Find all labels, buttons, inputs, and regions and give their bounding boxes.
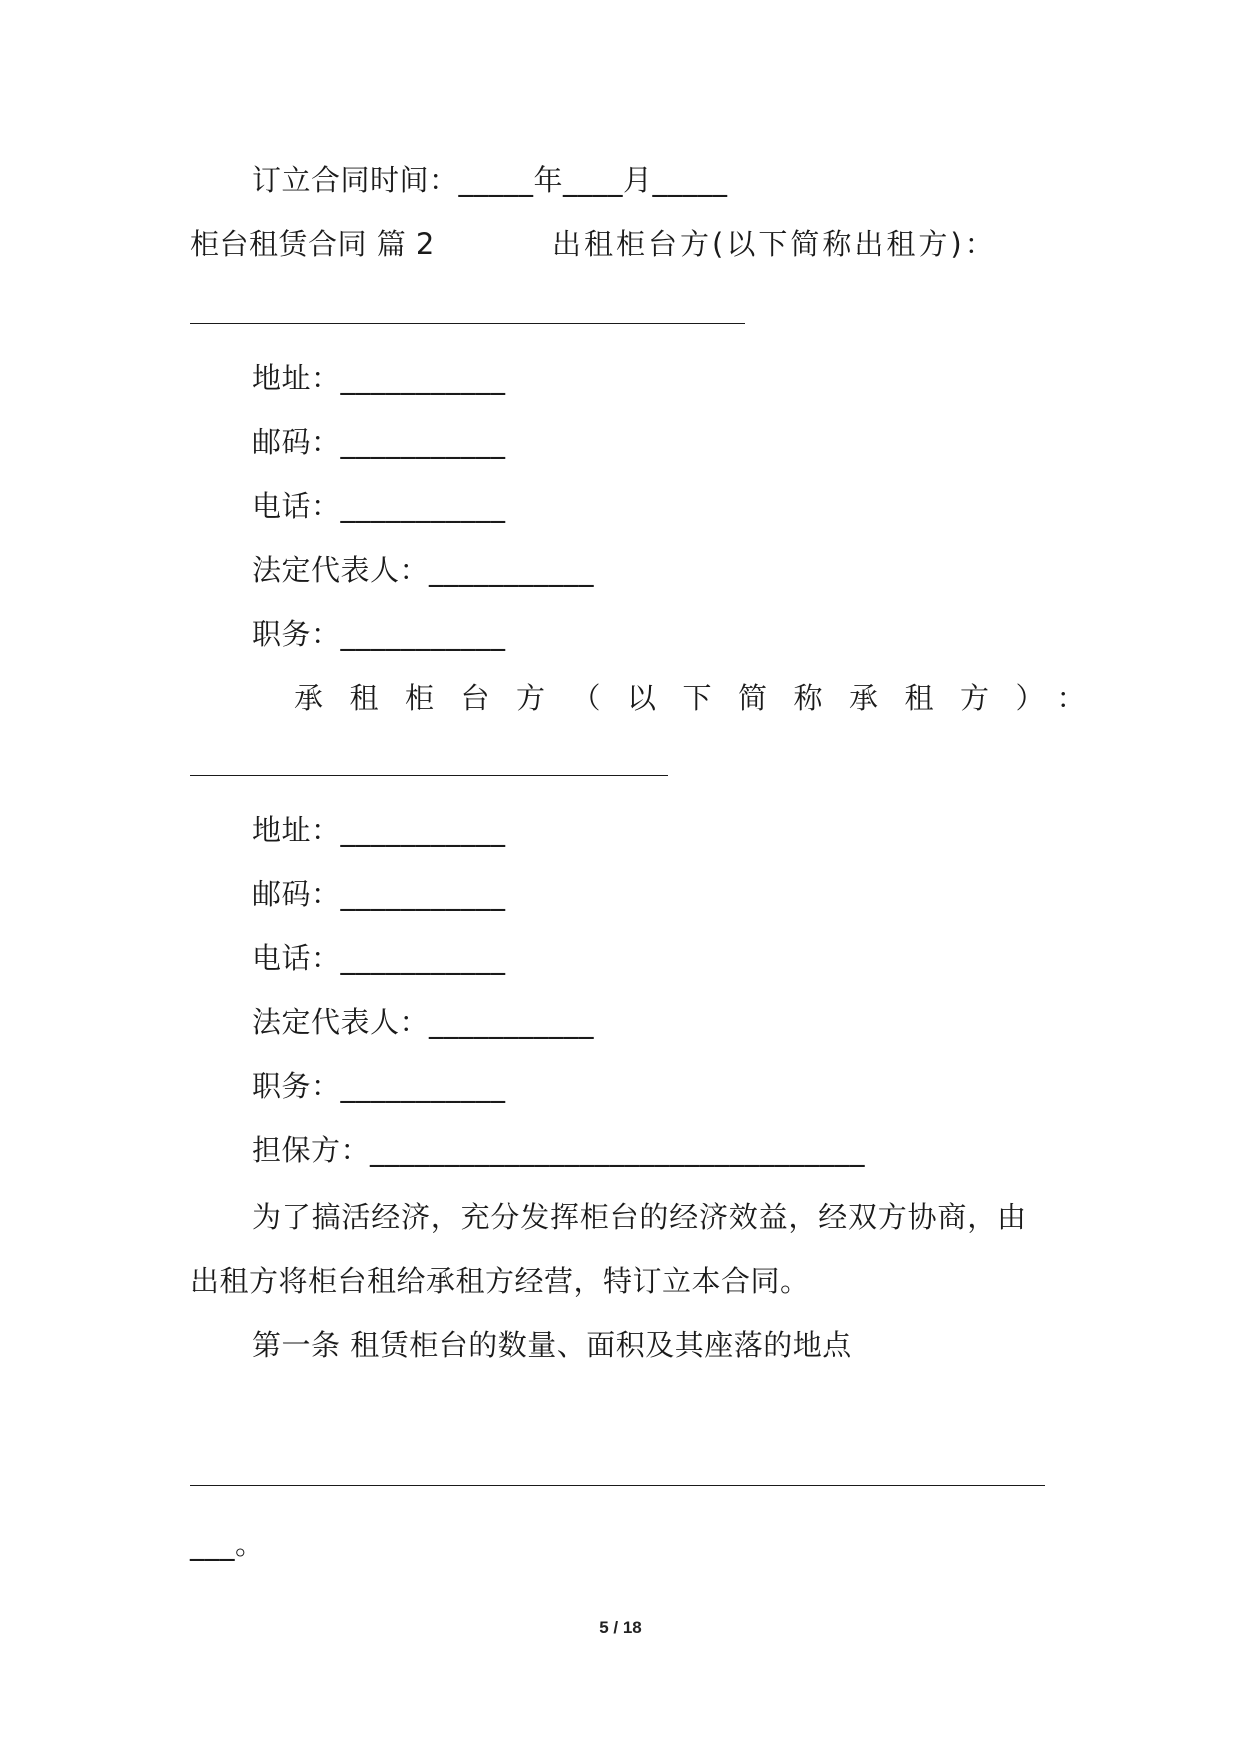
lessee-legal-rep: 法定代表人：___________	[252, 1005, 595, 1039]
article-1-end: ___。	[190, 1527, 265, 1561]
lessor-intro: 出租柜台方(以下简称出租方)：	[552, 227, 997, 261]
preamble-line-1: 为了搞活经济，充分发挥柜台的经济效益，经双方协商，由	[252, 1200, 1027, 1234]
lessor-address: 地址：___________	[252, 361, 506, 395]
lessor-position: 职务：___________	[252, 617, 506, 651]
contract-time-line: 订立合同时间：_____年____月_____	[252, 163, 728, 197]
article-1-location-blank	[190, 1485, 1045, 1486]
guarantor-line: 担保方：_________________________________	[252, 1133, 866, 1167]
lessee-address: 地址：___________	[252, 813, 506, 847]
lessor-postcode: 邮码：___________	[252, 425, 506, 459]
lessee-position: 职务：___________	[252, 1069, 506, 1103]
lessor-name-blank	[190, 323, 745, 324]
lessee-name-blank	[190, 775, 668, 776]
lessor-phone: 电话：___________	[252, 489, 506, 523]
page-number: 5 / 18	[599, 1618, 642, 1637]
article-1-heading: 第一条 租赁柜台的数量、面积及其座落的地点	[252, 1328, 852, 1362]
contract-heading: 柜台租赁合同 篇 2	[190, 227, 435, 261]
lessee-postcode: 邮码：___________	[252, 877, 506, 911]
lessor-legal-rep: 法定代表人：___________	[252, 553, 595, 587]
preamble-line-2: 出租方将柜台租给承租方经营，特订立本合同。	[190, 1264, 810, 1298]
lessee-intro: 承租柜台方（以下简称承租方）：	[294, 681, 1113, 715]
lessee-phone: 电话：___________	[252, 941, 506, 975]
